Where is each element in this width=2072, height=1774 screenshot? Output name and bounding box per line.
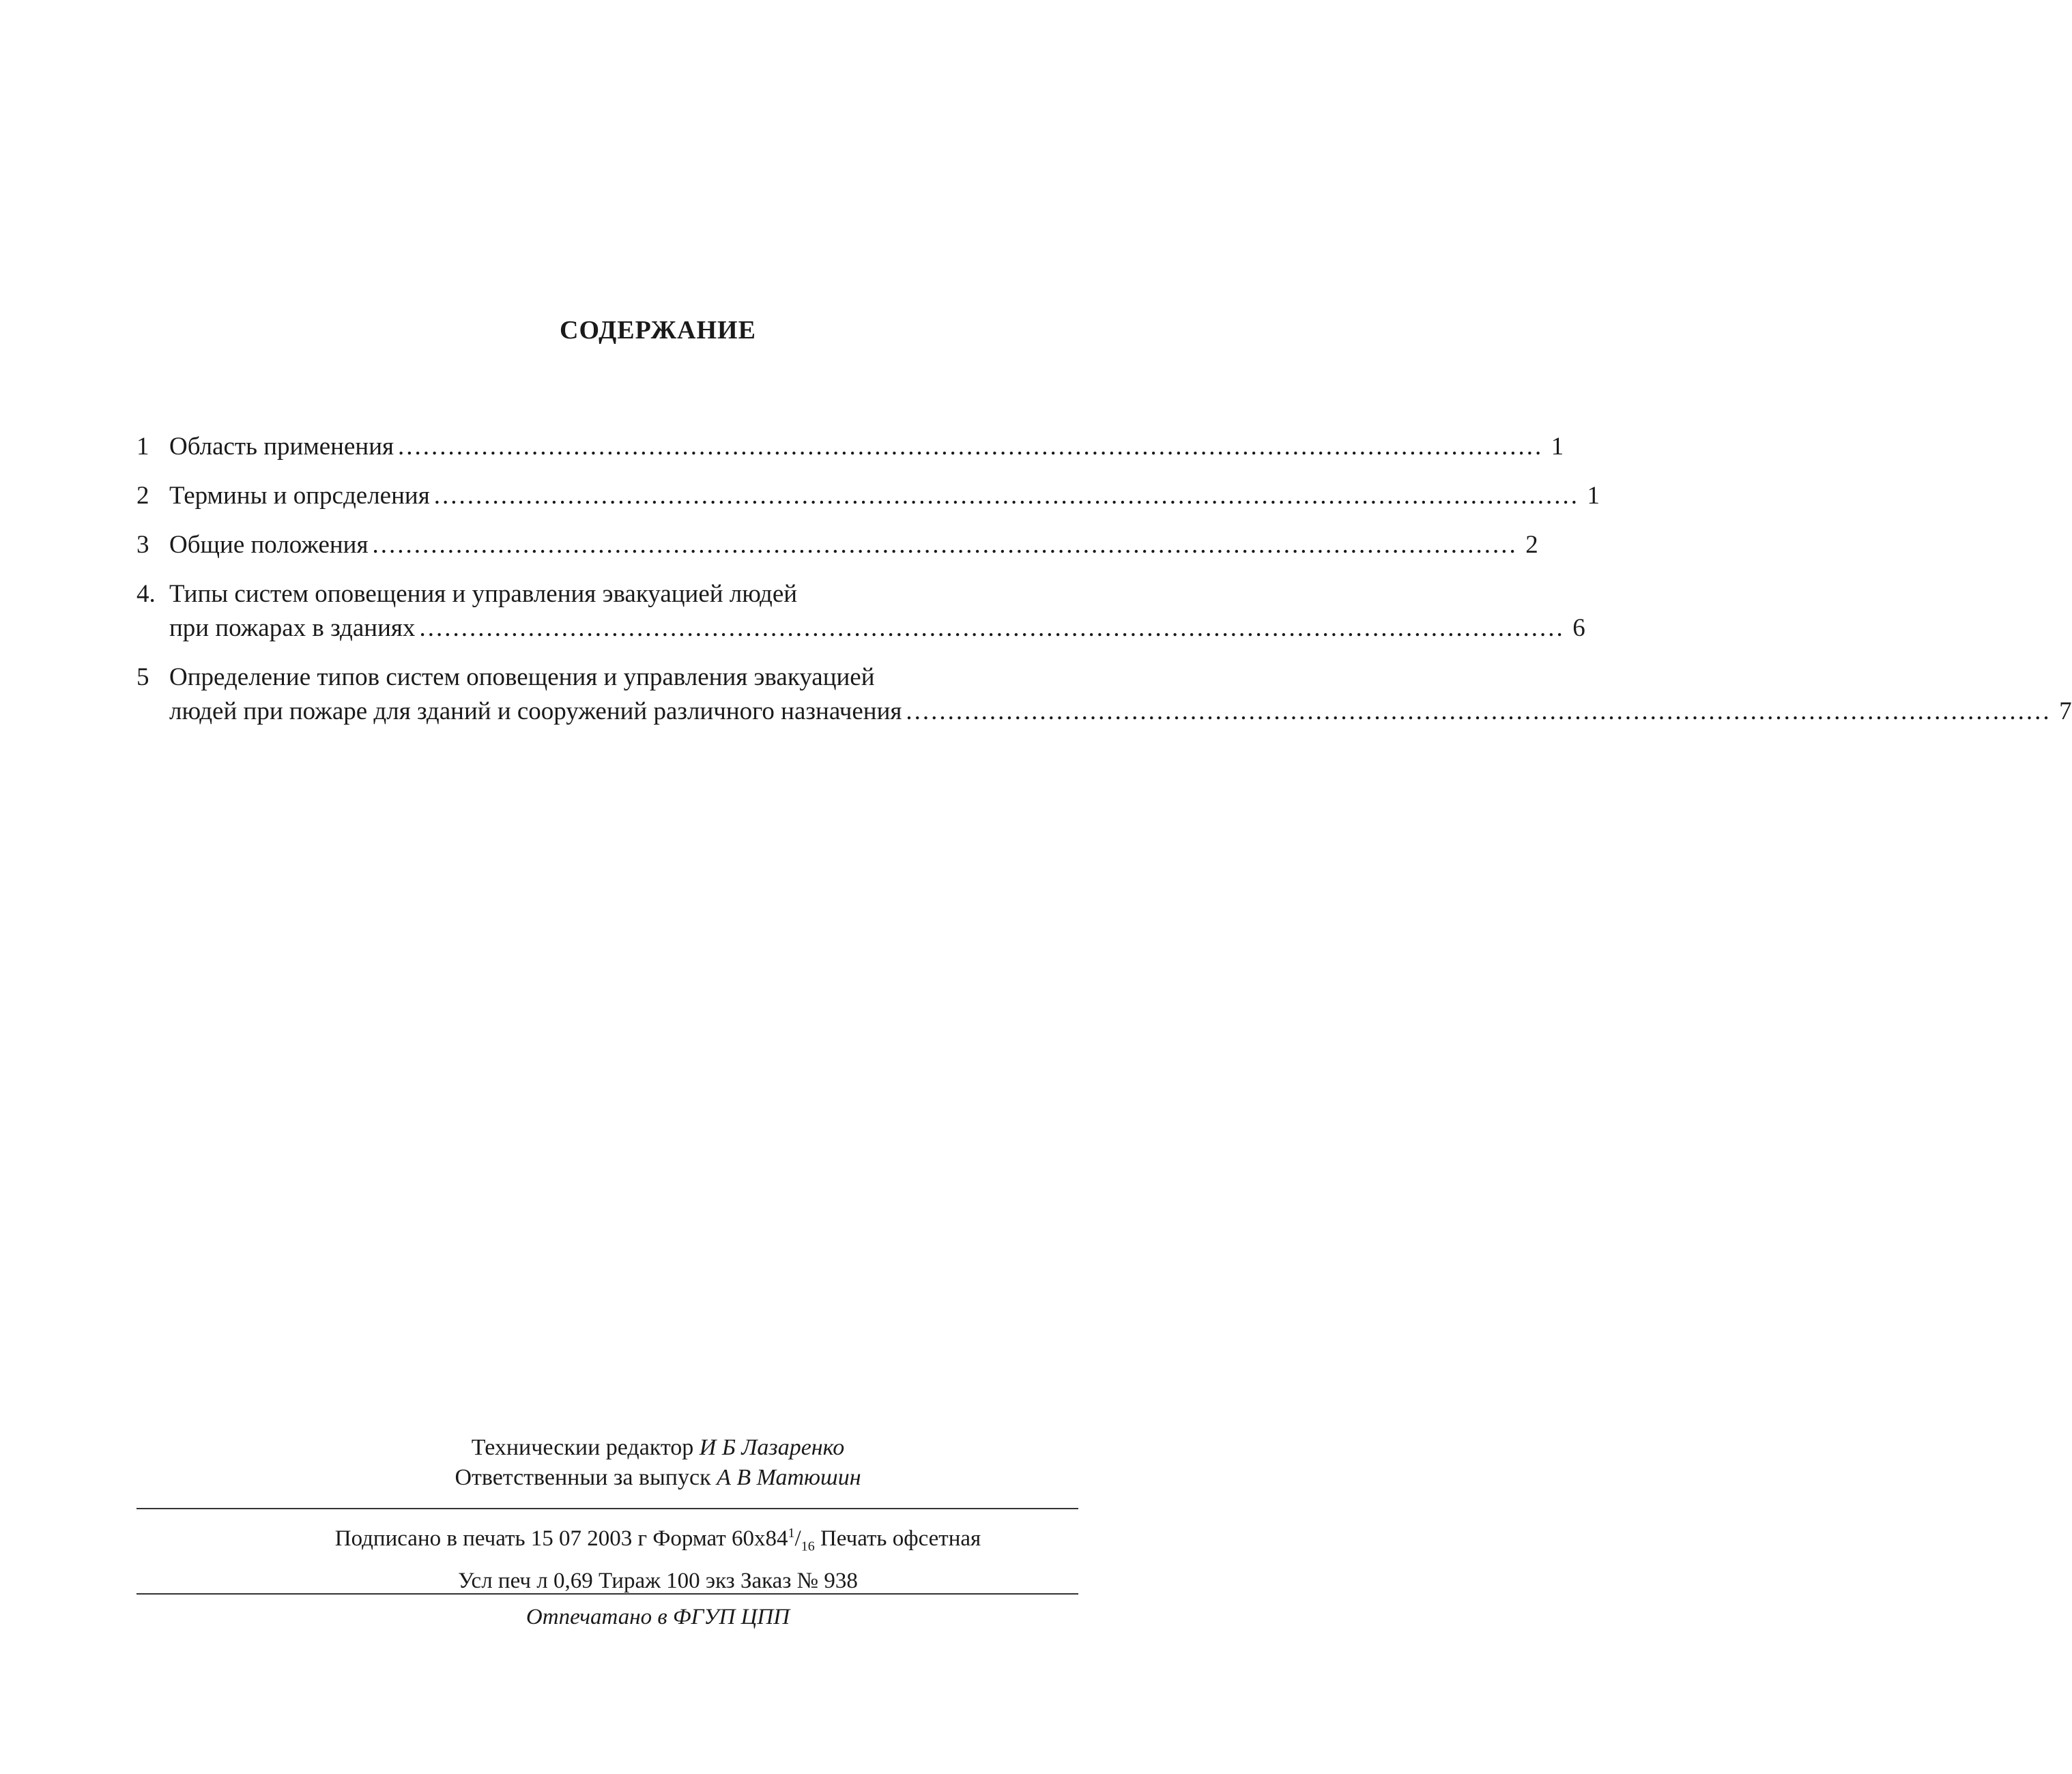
print-info-line-2: Усл печ л 0,69 Тираж 100 экз Заказ № 938: [458, 1568, 858, 1593]
toc-page-number: 6: [1572, 614, 1585, 642]
divider-bottom: [136, 1593, 1078, 1595]
toc-entry-title-line: людей при пожаре для зданий и сооружений различного назначения: [169, 697, 902, 725]
responsible-line: [0, 1463, 1316, 1493]
print-type: Печать офсетная: [814, 1526, 981, 1551]
printer-imprint: Отпечатано в ФГУП ЦПП: [526, 1605, 790, 1629]
toc-entry-title: Термины и опрсделения: [169, 482, 430, 510]
toc-leader-dots: .........................................................................................................................................: [372, 531, 1518, 559]
print-date-format: Подписано в печать 15 07 2003 г Формат 60х84: [334, 1526, 788, 1551]
toc-entry-title-line: при пожарах в зданиях: [169, 614, 416, 642]
responsible-label: Ответственныи за выпуск: [455, 1465, 711, 1490]
toc-page-number: 1: [1587, 482, 1600, 510]
toc-leader-dots: .........................................................................................................................................: [419, 614, 1565, 642]
technical-editor-name: И Б Лазаренко: [699, 1435, 845, 1460]
toc-leader-dots: .........................................................................................................................................: [433, 482, 1579, 510]
toc-entry-title: Общие положения: [169, 531, 369, 559]
technical-editor-line: [0, 1433, 1316, 1463]
toc-entry-number: 2: [136, 482, 149, 510]
toc-page-number: 2: [1525, 531, 1538, 559]
print-info-line-1: [0, 1516, 1316, 1564]
format-subscript: 16: [801, 1539, 815, 1554]
toc-entry-title: Область применения: [169, 433, 394, 461]
format-slash: /: [794, 1526, 801, 1551]
toc-entry: [136, 430, 1564, 464]
toc-entry-title-line: Определение типов систем оповещения и управления эвакуацией: [169, 663, 875, 691]
toc-entry-number: 3: [136, 531, 149, 559]
format-superscript: 1: [788, 1526, 795, 1541]
toc-entry: [136, 577, 1585, 645]
toc-page-number: 7: [2059, 697, 2072, 725]
divider-top: [136, 1508, 1078, 1509]
toc-entry: [136, 528, 1538, 562]
responsible-name: А В Матюшин: [717, 1465, 861, 1490]
toc-leader-dots: .........................................................................................................................................: [906, 697, 2052, 725]
toc-entry-number: 5: [136, 663, 149, 691]
toc-entry: [136, 479, 1600, 513]
page-title: СОДЕРЖАНИЕ: [560, 316, 756, 345]
toc-entry-number: 4.: [136, 580, 156, 608]
print-info: [0, 1516, 1316, 1598]
toc-page-number: 1: [1551, 433, 1564, 461]
toc-leader-dots: .........................................................................................................................................: [398, 433, 1544, 461]
technical-editor-label: Техническии редактор: [471, 1435, 694, 1460]
toc-entry-number: 1: [136, 433, 149, 461]
toc-entry-title-line: Типы систем оповещения и управления эвакуацией людей: [169, 580, 798, 608]
table-of-contents: [136, 430, 2072, 744]
credits-block: [0, 1433, 1316, 1493]
toc-entry: [136, 660, 2072, 729]
